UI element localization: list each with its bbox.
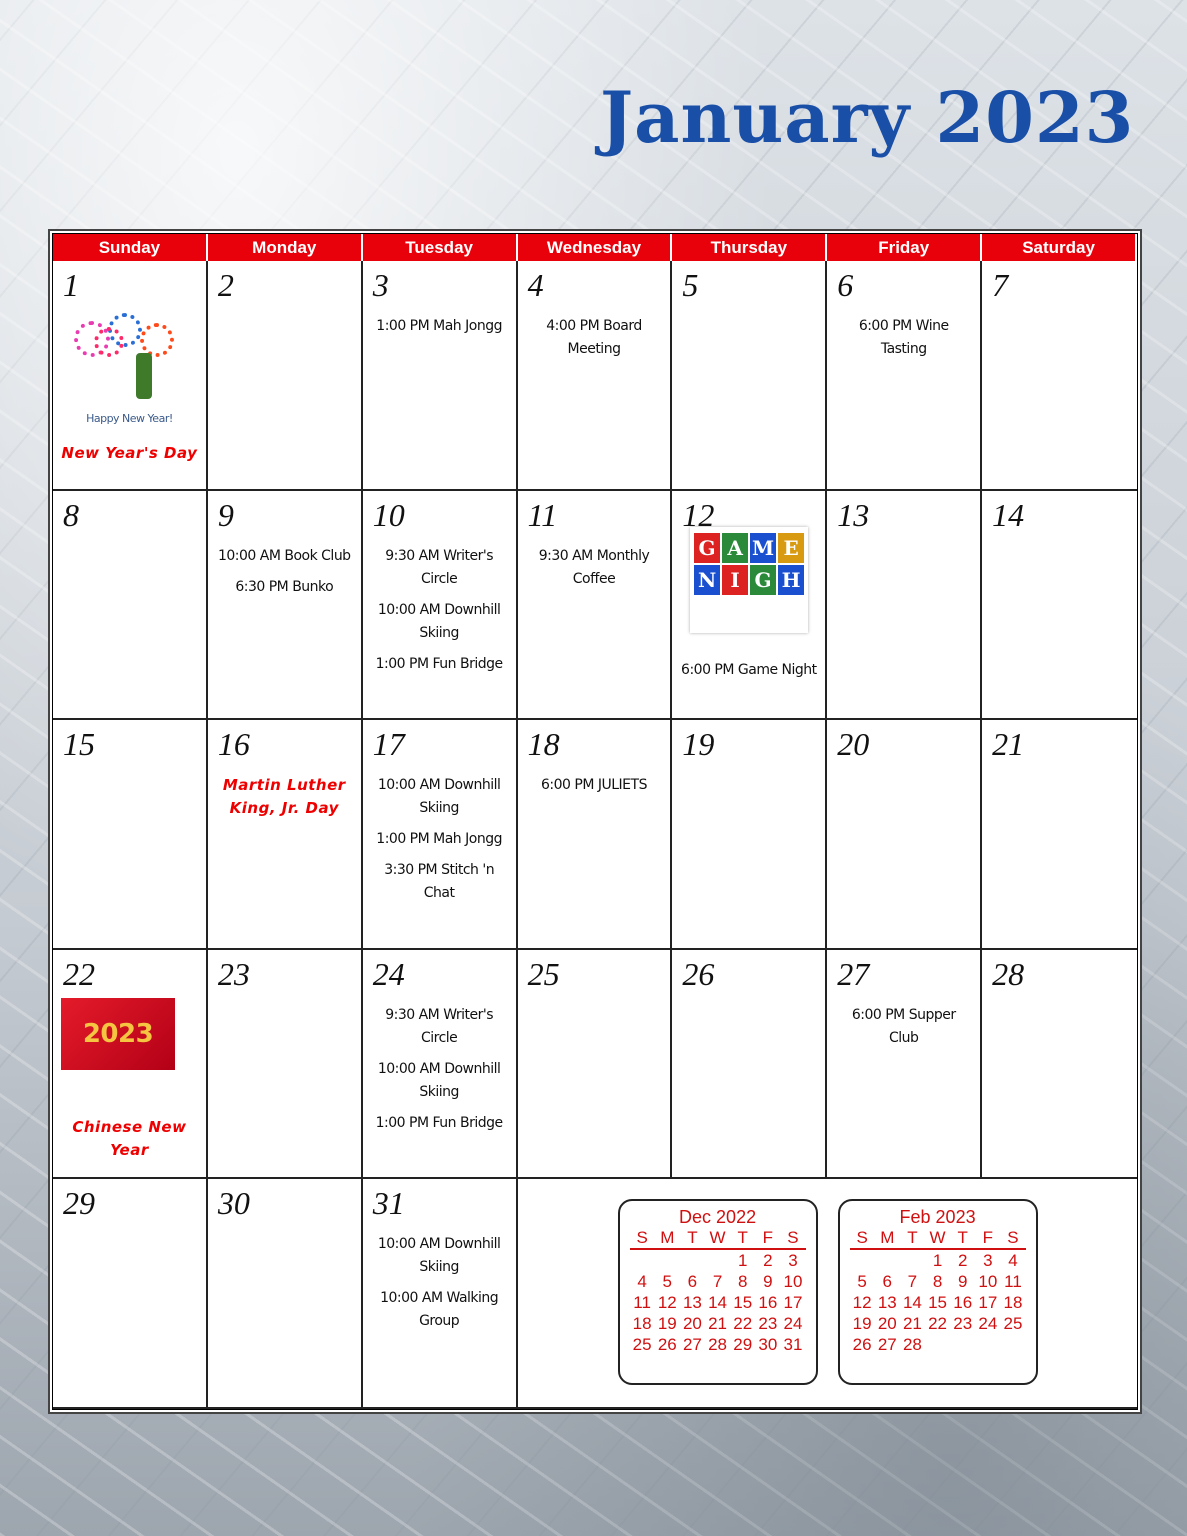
- game-night-image: G A M E N I G H T: [690, 527, 808, 633]
- calendar-grid: [52, 233, 1138, 1410]
- mini-day: 15: [733, 1293, 753, 1312]
- day-number: 19: [682, 726, 715, 762]
- mini-weekday: S: [1007, 1228, 1019, 1247]
- mini-day: 24: [783, 1314, 803, 1333]
- weekday-header: Wednesday: [518, 234, 673, 261]
- mini-weekday: T: [957, 1228, 968, 1247]
- mini-weekday: F: [982, 1228, 994, 1247]
- day-number: 12: [682, 496, 715, 533]
- mini-day: 14: [708, 1293, 728, 1312]
- mini-blank: [655, 1250, 680, 1271]
- mini-blank: [875, 1250, 900, 1271]
- day-number: 7: [992, 267, 1009, 303]
- fireworks-image: [74, 313, 184, 403]
- mini-blank: [850, 1250, 875, 1271]
- mini-blank: [680, 1250, 705, 1271]
- mini-day: 28: [708, 1335, 728, 1354]
- weekday-header: Sunday: [53, 234, 208, 261]
- day-number: 3: [372, 267, 389, 303]
- day-number: 17: [372, 726, 405, 762]
- weekday-header: Tuesday: [363, 234, 518, 261]
- mini-day: 13: [682, 1293, 702, 1312]
- mini-day: 18: [632, 1314, 652, 1333]
- day-number: 26: [682, 955, 715, 992]
- calendar: [48, 229, 1142, 1414]
- mini-day: 12: [657, 1293, 677, 1312]
- mini-day: 19: [852, 1314, 872, 1333]
- weekday-header: Saturday: [982, 234, 1137, 261]
- mini-weekday: S: [636, 1228, 648, 1247]
- mini-weekday: T: [687, 1228, 698, 1247]
- day-number: 8: [63, 496, 79, 533]
- day-cell[interactable]: [208, 261, 363, 491]
- day-cell[interactable]: [363, 491, 518, 721]
- mini-day: 25: [1003, 1314, 1023, 1333]
- day-cell[interactable]: [208, 1179, 363, 1409]
- mini-weekday: M: [660, 1228, 675, 1247]
- event-list: [61, 313, 198, 465]
- mini-day: 29: [733, 1335, 753, 1354]
- mini-day: 28: [902, 1335, 922, 1354]
- day-number: 30: [217, 1185, 250, 1221]
- mini-blank: [900, 1250, 925, 1271]
- day-number: 16: [217, 726, 250, 762]
- day-number: 20: [837, 726, 870, 762]
- mini-calendar-days: [630, 1250, 806, 1355]
- day-number: 15: [63, 726, 95, 762]
- day-cell[interactable]: [982, 720, 1137, 950]
- mini-day: 23: [953, 1314, 973, 1333]
- day-number: 24: [372, 955, 405, 992]
- day-cell[interactable]: [827, 261, 982, 491]
- event-item[interactable]: 10:00 AM Downhill Skiing: [377, 1236, 501, 1275]
- day-cell[interactable]: [53, 261, 208, 491]
- mini-calendar-weekdays: [630, 1228, 806, 1250]
- mini-day: 8: [737, 1272, 748, 1291]
- page-title: January 2023: [600, 76, 1135, 159]
- day-number: 18: [527, 726, 560, 762]
- mini-calendars-area: [518, 1179, 1137, 1409]
- holiday-label: Martin Luther King, Jr. Day: [222, 776, 346, 817]
- mini-day: 3: [788, 1251, 798, 1270]
- mini-day: 5: [662, 1272, 672, 1291]
- mini-day: 13: [877, 1293, 897, 1312]
- mini-day: 6: [882, 1272, 892, 1291]
- event-list: [526, 315, 663, 361]
- mini-weekday: S: [856, 1228, 868, 1247]
- mini-day: 2: [763, 1251, 773, 1270]
- mini-day: 21: [902, 1314, 922, 1333]
- event-list: [371, 315, 508, 338]
- event-item[interactable]: 1:00 PM Mah Jongg: [376, 318, 502, 334]
- weekday-header: Friday: [827, 234, 982, 261]
- day-cell[interactable]: [827, 950, 982, 1180]
- mini-weekday: T: [907, 1228, 918, 1247]
- mini-day: 25: [632, 1335, 652, 1354]
- event-item[interactable]: 6:00 PM JULIETS: [541, 777, 647, 793]
- mini-day: 22: [928, 1314, 948, 1333]
- day-number: 6: [837, 267, 854, 303]
- event-item[interactable]: 1:00 PM Fun Bridge: [375, 1114, 503, 1131]
- event-list: [371, 1004, 508, 1135]
- mini-day: 30: [758, 1335, 778, 1354]
- day-number: 21: [992, 726, 1025, 762]
- chinese-new-year-image: 2023: [61, 998, 175, 1070]
- day-cell[interactable]: [827, 491, 982, 721]
- mini-day: 26: [852, 1335, 872, 1354]
- mini-day: 17: [978, 1293, 998, 1312]
- mini-day: 3: [983, 1251, 993, 1270]
- day-cell[interactable]: [672, 720, 827, 950]
- event-item[interactable]: 10:00 AM Downhill Skiing: [377, 777, 501, 816]
- mini-calendar: [838, 1199, 1038, 1385]
- day-number: 14: [992, 496, 1025, 533]
- day-number: 4: [527, 267, 544, 303]
- mini-weekday: F: [762, 1228, 774, 1247]
- day-cell[interactable]: [53, 720, 208, 950]
- mini-day: 11: [1004, 1272, 1022, 1291]
- event-item[interactable]: 9:30 AM Monthly Coffee: [538, 547, 650, 587]
- day-number: 9: [217, 496, 234, 533]
- mini-day: 7: [712, 1272, 723, 1291]
- mini-day: 12: [852, 1293, 872, 1312]
- mini-day: 11: [633, 1293, 651, 1312]
- day-cell[interactable]: [208, 950, 363, 1180]
- day-number: 29: [63, 1185, 95, 1221]
- mini-day: 31: [783, 1335, 803, 1354]
- event-item[interactable]: 9:30 AM Writer's Circle: [385, 1006, 494, 1046]
- weekday-header: Monday: [208, 234, 363, 261]
- mini-day: 20: [682, 1314, 702, 1333]
- mini-day: 23: [758, 1314, 778, 1333]
- mini-day: 19: [657, 1314, 677, 1333]
- day-number: 10: [372, 496, 405, 533]
- mini-weekday: S: [787, 1228, 799, 1247]
- event-item[interactable]: 10:00 AM Downhill Skiing: [377, 1060, 501, 1100]
- day-cell[interactable]: [827, 720, 982, 950]
- day-number: 28: [992, 955, 1025, 992]
- holiday-label: New Year's Day: [61, 444, 198, 462]
- event-list: [835, 1004, 972, 1050]
- mini-blank: [705, 1250, 730, 1271]
- day-number: 25: [527, 955, 560, 992]
- day-number: 13: [837, 496, 870, 533]
- event-item[interactable]: 6:30 PM Bunko: [235, 578, 334, 595]
- mini-day: 7: [907, 1272, 918, 1291]
- day-cell[interactable]: [53, 950, 208, 1180]
- event-item[interactable]: 6:00 PM Game Night: [681, 661, 817, 678]
- day-number: 2: [217, 267, 234, 303]
- mini-day: 15: [928, 1293, 948, 1312]
- day-number: 1: [63, 267, 79, 303]
- mini-day: 16: [758, 1293, 778, 1312]
- mini-day: 2: [957, 1251, 968, 1270]
- mini-day: 4: [1008, 1251, 1018, 1270]
- mini-weekday: M: [880, 1228, 895, 1247]
- mini-calendar-title: Dec 2022: [679, 1207, 757, 1227]
- day-cell[interactable]: [518, 720, 673, 950]
- mini-calendar-weekdays: [850, 1228, 1026, 1250]
- holiday-label: Chinese New Year: [72, 1117, 187, 1159]
- event-list: [216, 774, 353, 820]
- day-cell[interactable]: [518, 950, 673, 1180]
- mini-day: 5: [857, 1272, 867, 1291]
- event-list: [61, 998, 198, 1162]
- mini-day: 21: [708, 1314, 728, 1333]
- mini-day: 1: [737, 1251, 748, 1270]
- mini-day: 8: [932, 1272, 943, 1291]
- mini-calendar: [618, 1199, 818, 1385]
- event-item[interactable]: 9:30 AM Writer's Circle: [385, 547, 494, 587]
- mini-day: 9: [763, 1272, 773, 1291]
- mini-day: 26: [657, 1335, 677, 1354]
- event-list: [526, 774, 663, 797]
- mini-day: 4: [637, 1272, 647, 1291]
- event-item[interactable]: 1:00 PM Mah Jongg: [376, 831, 502, 847]
- event-list: [526, 545, 663, 591]
- day-number: 27: [837, 955, 870, 992]
- event-list: [371, 545, 508, 676]
- mini-calendar-days: [850, 1250, 1026, 1355]
- event-item[interactable]: 10:00 AM Downhill Skiing: [377, 601, 501, 641]
- weekday-header: Thursday: [672, 234, 827, 261]
- mini-weekday: W: [929, 1228, 946, 1247]
- mini-day: 14: [902, 1293, 922, 1312]
- day-cell[interactable]: [363, 1179, 518, 1409]
- mini-day: 16: [953, 1293, 973, 1312]
- event-item[interactable]: 3:30 PM Stitch 'n Chat: [384, 862, 495, 901]
- mini-blank: [630, 1250, 655, 1271]
- event-list: [371, 774, 508, 905]
- event-item[interactable]: 6:00 PM Supper Club: [851, 1006, 956, 1046]
- day-cell[interactable]: [672, 950, 827, 1180]
- event-list: [835, 315, 972, 361]
- day-number: 31: [372, 1185, 405, 1221]
- day-cell[interactable]: [982, 261, 1137, 491]
- day-cell[interactable]: [672, 491, 827, 721]
- day-number: 5: [682, 267, 699, 303]
- mini-day: 18: [1003, 1293, 1023, 1312]
- day-cell[interactable]: [53, 491, 208, 721]
- mini-day: 17: [783, 1293, 803, 1312]
- event-item[interactable]: 10:00 AM Walking Group: [380, 1290, 499, 1329]
- image-caption: Happy New Year!: [86, 412, 173, 425]
- event-list: [680, 527, 817, 682]
- event-item[interactable]: 10:00 AM Book Club: [217, 547, 351, 564]
- day-number: 22: [63, 955, 95, 992]
- event-list: [371, 1233, 508, 1333]
- day-cell[interactable]: [518, 261, 673, 491]
- mini-day: 1: [932, 1251, 943, 1270]
- mini-day: 27: [877, 1335, 897, 1354]
- mini-day: 24: [978, 1314, 998, 1333]
- day-cell[interactable]: [208, 491, 363, 721]
- day-cell[interactable]: [53, 1179, 208, 1409]
- day-cell[interactable]: [363, 950, 518, 1180]
- mini-day: 6: [687, 1272, 698, 1291]
- mini-weekday: T: [737, 1228, 748, 1247]
- day-number: 23: [217, 955, 250, 992]
- day-number: 11: [527, 496, 558, 533]
- mini-day: 27: [682, 1335, 702, 1354]
- event-item[interactable]: 4:00 PM Board Meeting: [546, 318, 642, 357]
- day-cell[interactable]: [363, 261, 518, 491]
- day-cell[interactable]: [982, 950, 1137, 1180]
- mini-weekday: W: [709, 1228, 726, 1247]
- day-cell[interactable]: [672, 261, 827, 491]
- mini-day: 10: [978, 1272, 998, 1291]
- day-cell[interactable]: [518, 491, 673, 721]
- mini-day: 9: [957, 1272, 968, 1291]
- day-cell[interactable]: [208, 720, 363, 950]
- mini-day: 10: [783, 1272, 803, 1291]
- day-cell[interactable]: [363, 720, 518, 950]
- event-item[interactable]: 1:00 PM Fun Bridge: [375, 655, 503, 672]
- day-cell[interactable]: [982, 491, 1137, 721]
- mini-day: 20: [877, 1314, 897, 1333]
- mini-day: 22: [733, 1314, 753, 1333]
- event-list: [216, 545, 353, 599]
- event-item[interactable]: 6:00 PM Wine Tasting: [858, 318, 949, 357]
- mini-calendar-title: Feb 2023: [899, 1207, 976, 1227]
